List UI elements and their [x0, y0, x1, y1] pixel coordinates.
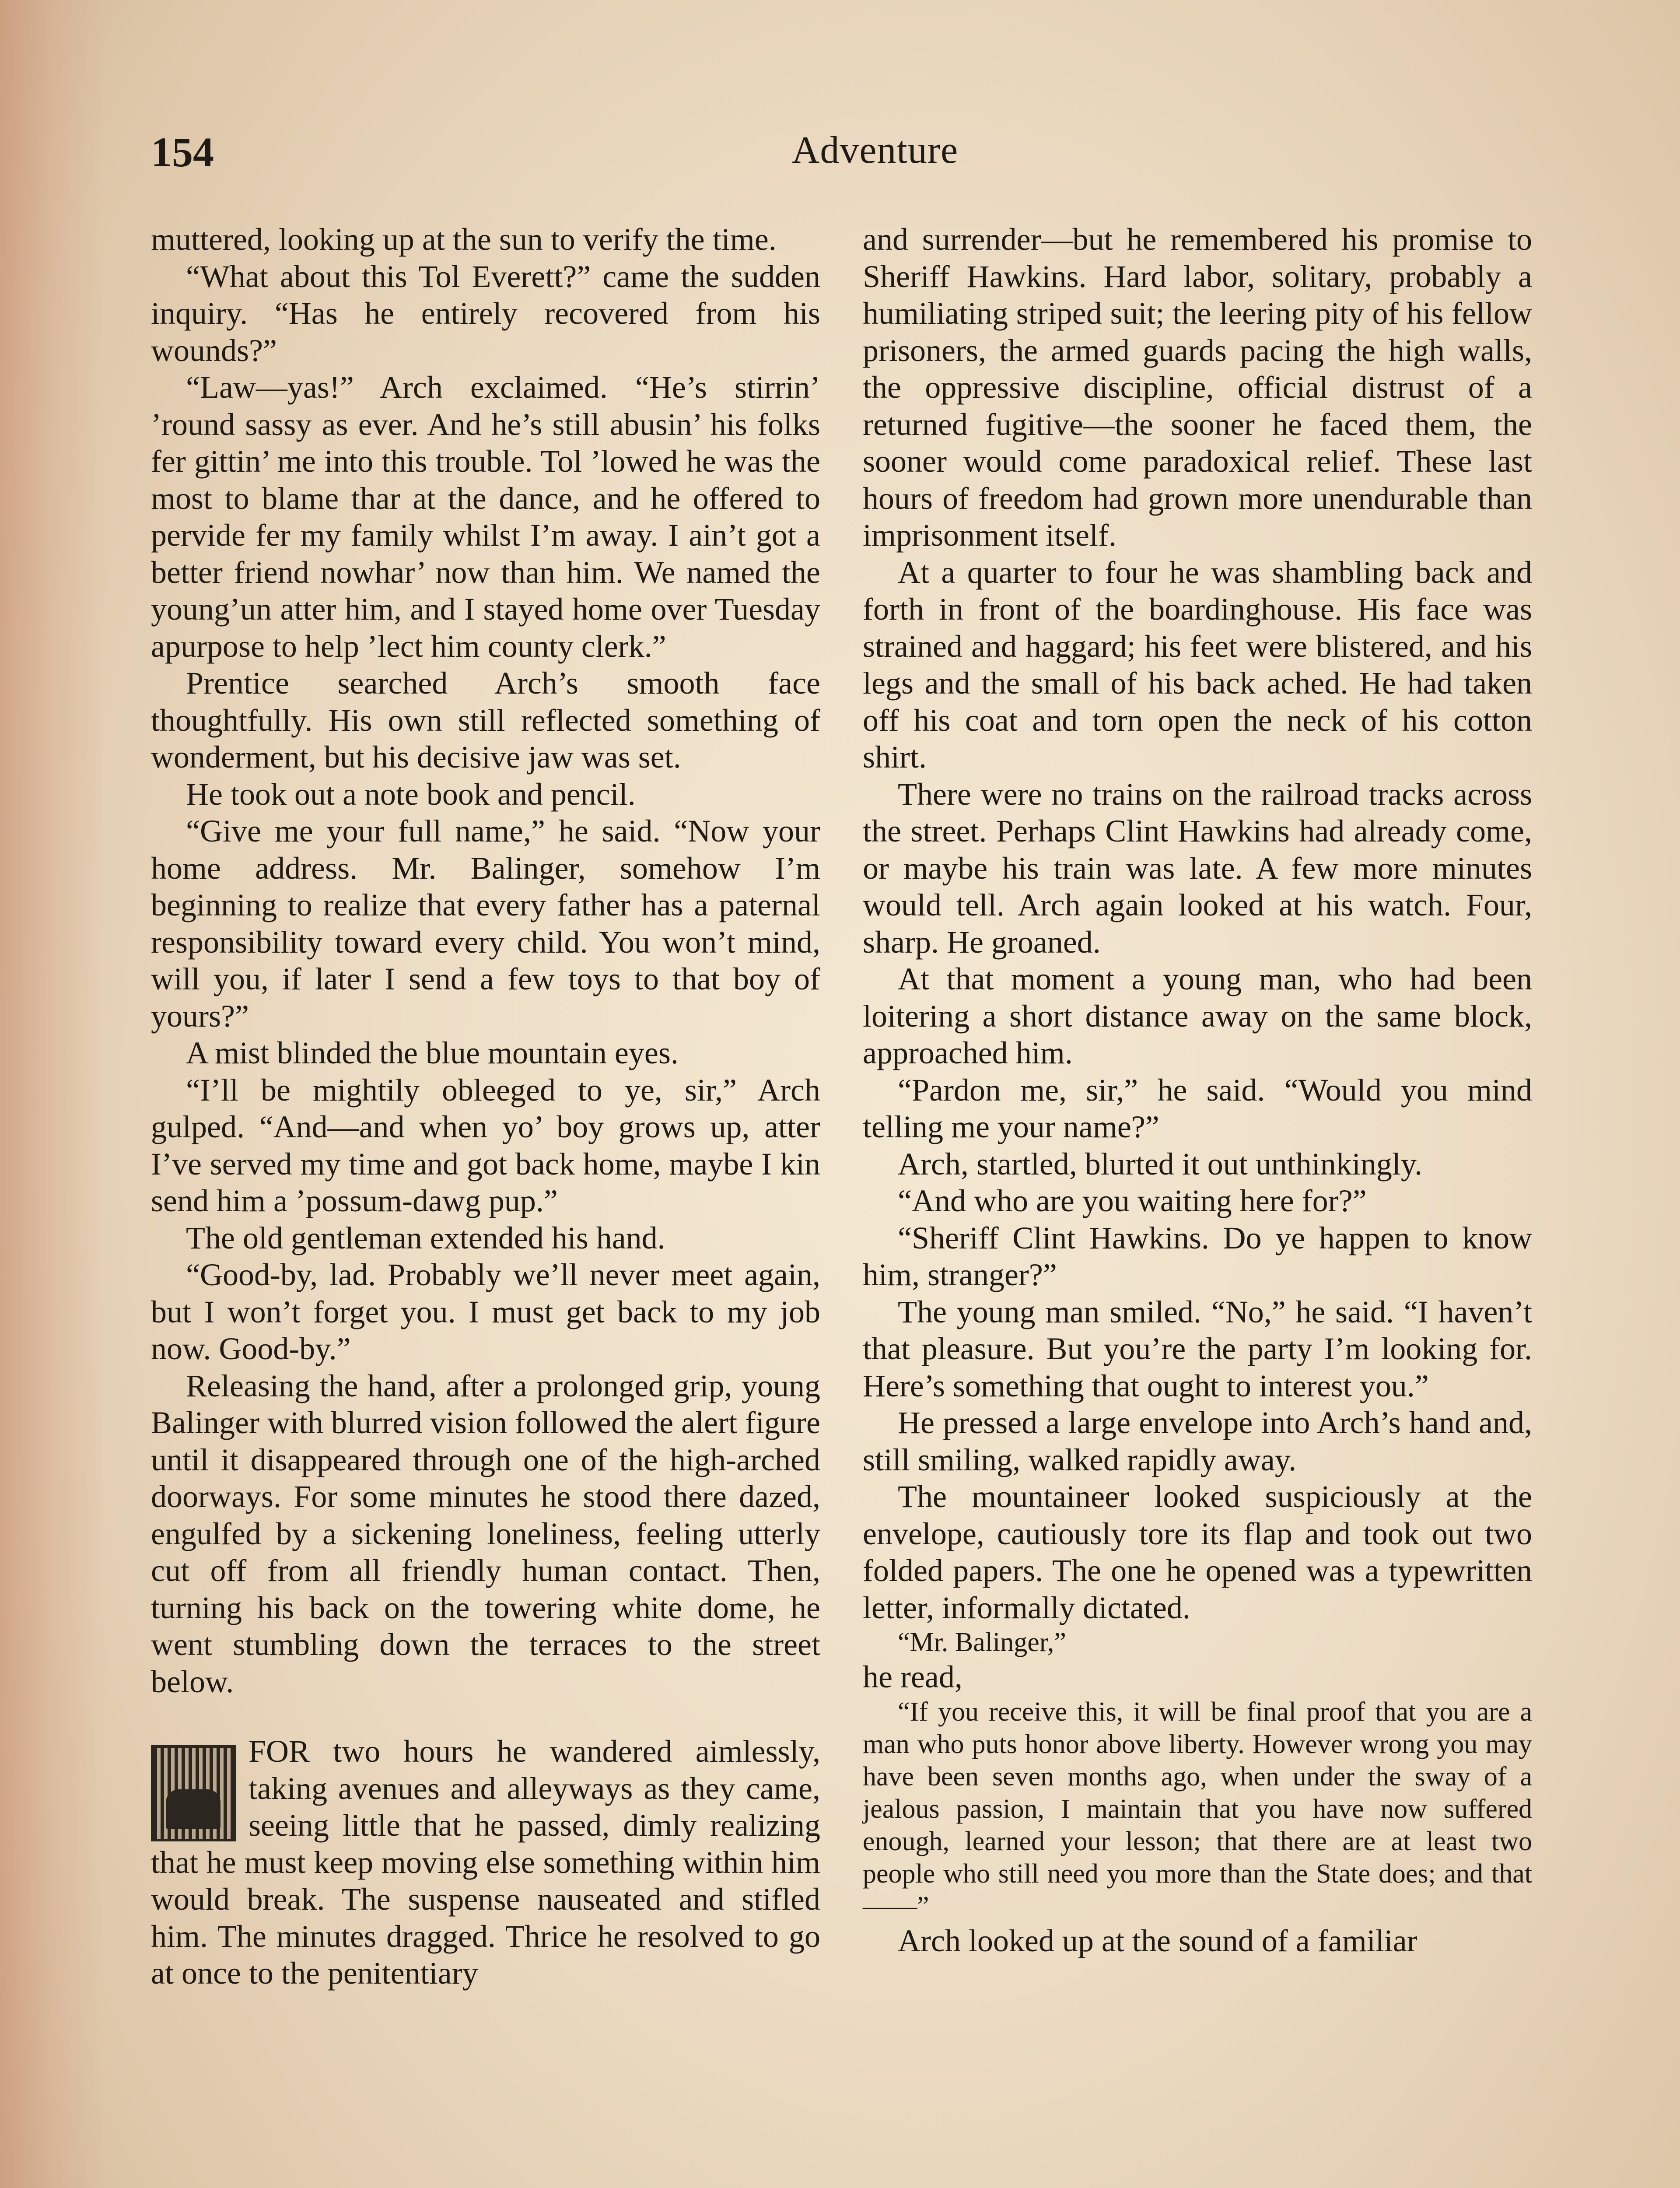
closing-line: Arch looked up at the sound of a familiar: [898, 1923, 1418, 1958]
paragraph: Releasing the hand, after a prolonged grip, young Balinger with blurred vision followed the alert figure until it disappeared through one of the high-arched doorways. For some minutes he stood there dazed, engulfed by a sickening loneliness, feeling utterly cut off from all friendly human contact. Then, turning his back on the towering white dome, he went stumbling down the terraces to the street below.: [151, 1368, 820, 1699]
paragraph: At that moment a young man, who had been loitering a short distance away on the same block, approached him.: [863, 961, 1532, 1070]
he-read-line: he read,: [863, 1659, 962, 1694]
paragraph: and surrender—but he remembered his promise to Sheriff Hawkins. Hard labor, solitary, probably a humiliating striped suit; the leering pity of his fellow prisoners, the armed guards pacing the high walls, the oppressive discipline, official distrust of a returned fugitive—the sooner he faced them, the sooner would come paradoxical relief. These last hours of freedom had grown more unendurable than imprisonment itself.: [863, 222, 1532, 553]
section-break: [151, 1733, 820, 1992]
paragraph: “Sheriff Clint Hawkins. Do ye happen to know him, stranger?”: [863, 1220, 1532, 1292]
paragraph: The mountaineer looked suspiciously at the envelope, cautiously tore its flap and took out two folded papers. The one he opened was a typewritten letter, informally dictated.: [863, 1479, 1532, 1625]
paragraph: “Pardon me, sir,” he said. “Would you mind telling me your name?”: [863, 1072, 1532, 1144]
letter-salutation: “Mr. Balinger,”: [898, 1627, 1066, 1657]
paragraph: At a quarter to four he was shambling back and forth in front of the boardinghouse. His face was strained and haggard; his feet were blistered, and his legs and the small of his back ached. He had taken off his coat and torn open the neck of his cotton shirt.: [863, 554, 1532, 775]
paragraph: “And who are you waiting here for?”: [898, 1183, 1367, 1218]
running-head-title: Adventure: [791, 129, 959, 172]
right-column: [863, 221, 1532, 1959]
page-number: 154: [151, 129, 214, 175]
paragraph: He took out a note book and pencil.: [186, 776, 636, 812]
paragraph: Arch, startled, blurted it out unthinkingly.: [898, 1146, 1423, 1182]
letter-body: “If you receive this, it will be final proof that you are a man who puts honor above liberty. However wrong you may have been seven months ago, when under the sway of a jealous passion, I maintain that you have now suffered enough, learned your lesson; that there are at least two people who still need you more than the State does; and that——”: [863, 1697, 1532, 1921]
paragraph: “Good-by, lad. Probably we’ll never meet again, but I won’t forget you. I must get back to my job now. Good-by.”: [151, 1257, 820, 1366]
paragraph: The old gentleman extended his hand.: [186, 1220, 665, 1255]
page-edge-shadow: [0, 0, 105, 2188]
paragraph: “Law—yas!” Arch exclaimed. “He’s stirrin’ ’round sassy as ever. And he’s still abusin’ his folks fer gittin’ me into this trouble. Tol ’lowed he was the most to blame thar at the dance, and he offered to pervide fer my family whilst I’m away. I ain’t got a better friend nowhar’ now than him. We named the young’un atter him, and I stayed home over Tuesday apurpose to help ’lect him county clerk.”: [151, 370, 820, 664]
paragraph: The young man smiled. “No,” he said. “I haven’t that pleasure. But you’re the party I’m looking for. Here’s something that ought to interest you.”: [863, 1294, 1532, 1403]
paragraph: “Give me your full name,” he said. “Now your home address. Mr. Balinger, somehow I’m beginning to realize that every father has a paternal responsibility toward every child. You won’t mind, will you, if later I send a few toys to that boy of yours?”: [151, 813, 820, 1034]
paragraph: He pressed a large envelope into Arch’s hand and, still smiling, walked rapidly away.: [863, 1405, 1532, 1477]
paragraph: Prentice searched Arch’s smooth face thoughtfully. His own still reflected something of wonderment, but his decisive jaw was set.: [151, 666, 820, 775]
paragraph: “I’ll be mightily obleeged to ye, sir,” Arch gulped. “And—and when yo’ boy grows up, atter I’ve served my time and got back home, maybe I kin send him a ’possum-dawg pup.”: [151, 1072, 820, 1218]
paragraph: “What about this Tol Everett?” came the sudden inquiry. “Has he entirely recovered from his wounds?”: [151, 259, 820, 368]
section-opening-paragraph: FOR two hours he wandered aimlessly, taking avenues and alleyways as they came, seeing little that he passed, dimly realizing that he must keep moving else something within him would break. The suspense nauseated and stifled him. The minutes dragged. Thrice he resolved to go at once to the penitentiary: [151, 1734, 820, 1991]
left-column: [151, 221, 820, 1992]
paragraph: A mist blinded the blue mountain eyes.: [186, 1035, 679, 1070]
paragraph: muttered, looking up at the sun to verify the time.: [151, 222, 777, 257]
paragraph: There were no trains on the railroad tracks across the street. Perhaps Clint Hawkins had already come, or maybe his train was late. A few more minutes would tell. Arch again looked at his watch. Four, sharp. He groaned.: [863, 776, 1532, 960]
decorative-initial-ornament: [151, 1745, 236, 1841]
